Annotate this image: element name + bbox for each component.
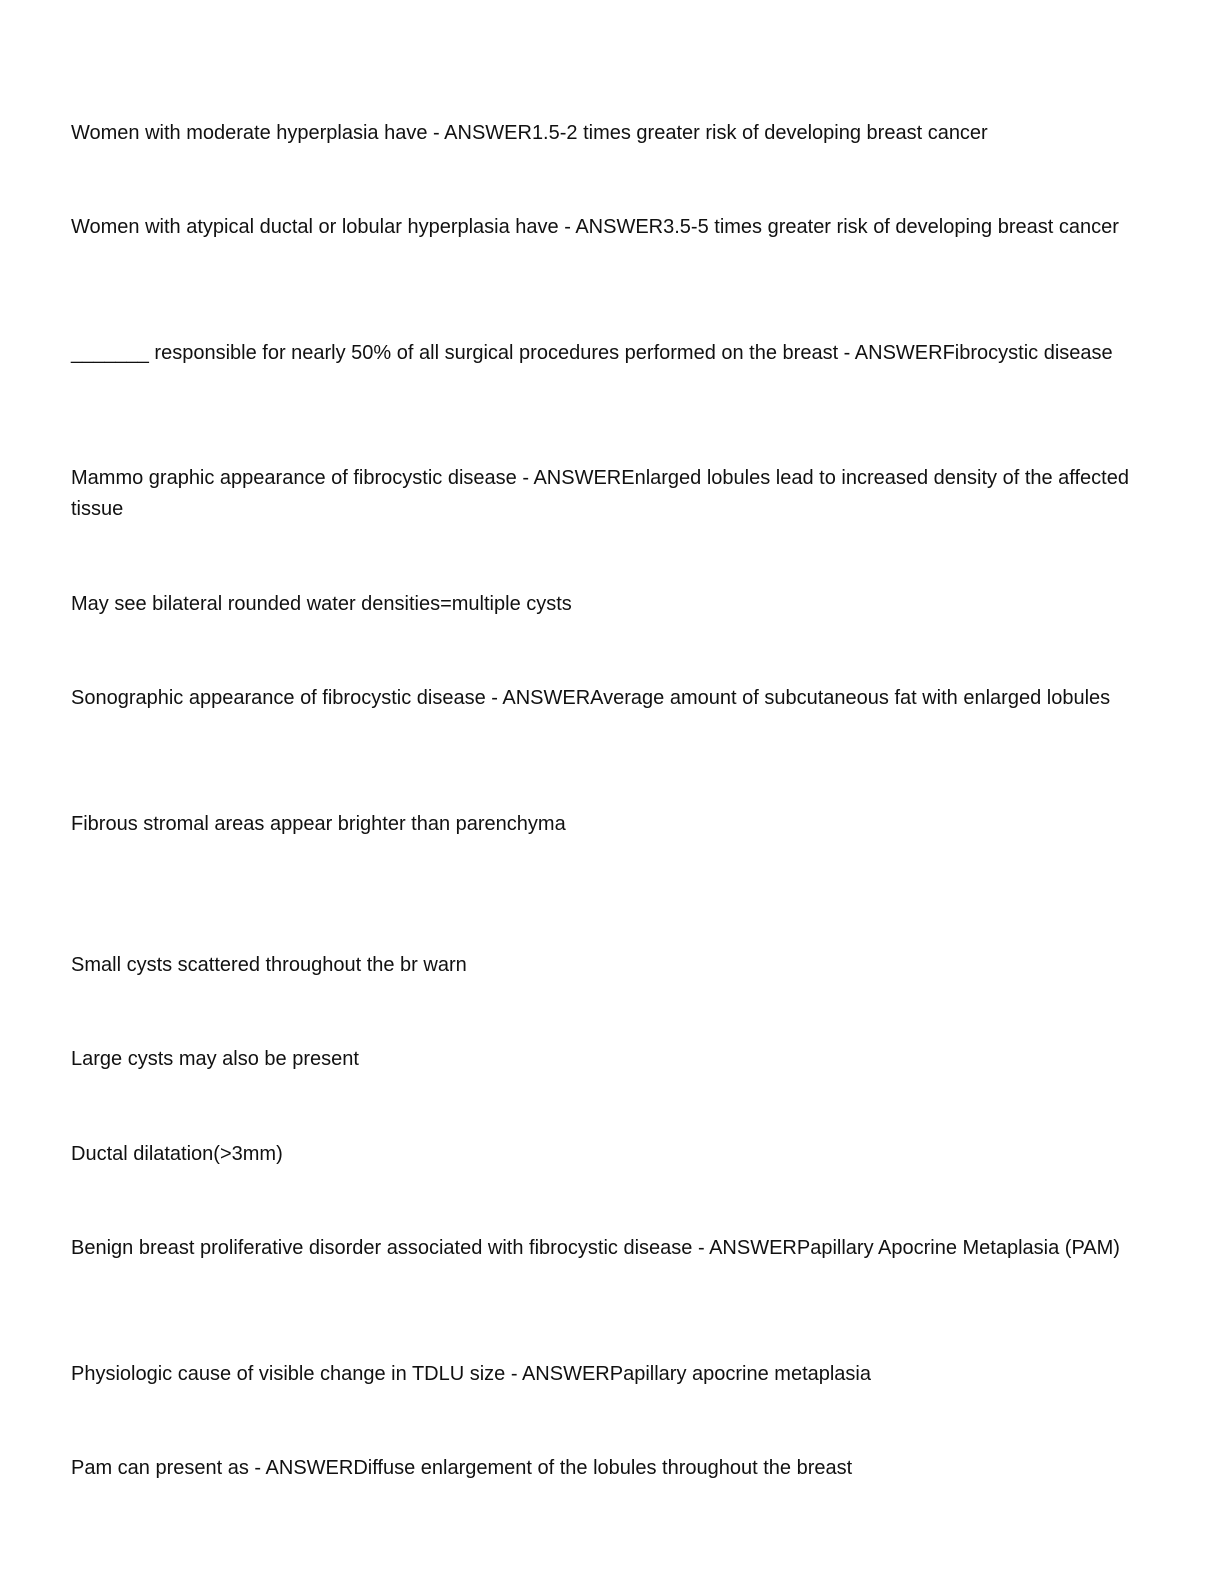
paragraph: Large cysts may also be present [71,1048,359,1070]
paragraph: Small cysts scattered throughout the br warn [71,954,467,976]
paragraph: Physiologic cause of visible change in TDLU size - ANSWERPapillary apocrine metaplasia [71,1363,871,1385]
paragraph: Women with moderate hyperplasia have - ANSWER1.5-2 times greater risk of developing breast cancer [71,122,988,144]
paragraph: Fibrous stromal areas appear brighter than parenchyma [71,813,566,835]
paragraph: _______ responsible for nearly 50% of all surgical procedures performed on the breast - ANSWERFibrocystic disease [71,342,1113,364]
paragraph: Sonographic appearance of fibrocystic disease - ANSWERAverage amount of subcutaneous fat with enlarged lobules [71,687,1111,709]
paragraph: Pam can present as - ANSWERDiffuse enlargement of the lobules throughout the breast [71,1457,853,1479]
paragraph: Mammo graphic appearance of fibrocystic disease - ANSWEREnlarged lobules lead to increased density of the affected tissue [71,467,1129,520]
paragraph: May see bilateral rounded water densities=multiple cysts [71,593,572,615]
paragraph: Women with atypical ductal or lobular hyperplasia have - ANSWER3.5-5 times greater risk of developing breast cancer [71,216,1119,238]
paragraph: Benign breast proliferative disorder associated with fibrocystic disease - ANSWERPapillary Apocrine Metaplasia (PAM) [71,1237,1120,1259]
paragraph: Ductal dilatation(>3mm) [71,1143,283,1165]
